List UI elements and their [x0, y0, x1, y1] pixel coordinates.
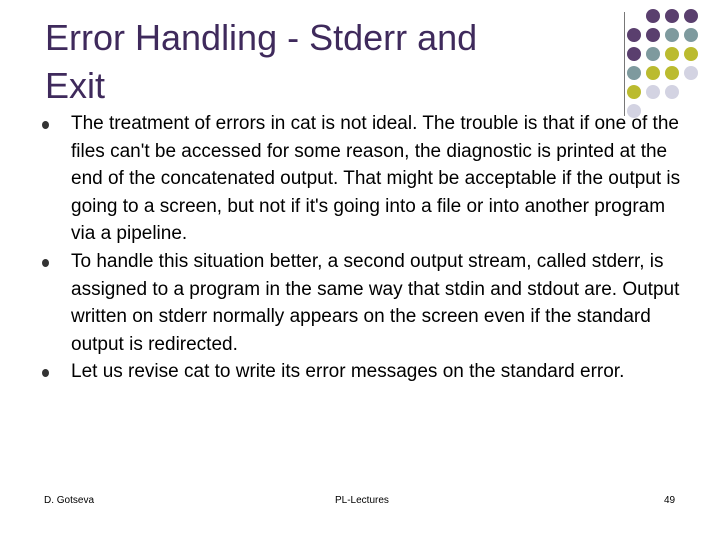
- decorative-dot: [665, 47, 679, 61]
- decorative-dot: [646, 47, 660, 61]
- bullet-marker: [42, 121, 49, 129]
- decorative-dot: [627, 66, 641, 80]
- decorative-dot: [665, 9, 679, 23]
- decorative-dot: [646, 85, 660, 99]
- decorative-dot: [627, 47, 641, 61]
- decorative-dot: [684, 47, 698, 61]
- footer-author: D. Gotseva: [44, 495, 95, 506]
- bullet-item: [40, 248, 690, 358]
- decorative-dot: [646, 66, 660, 80]
- decorative-dot-grid: [626, 6, 720, 120]
- decorative-dot: [627, 28, 641, 42]
- title-divider: [624, 12, 625, 116]
- footer-course: PL-Lectures: [335, 495, 389, 506]
- bullet-item: [40, 110, 690, 248]
- bullet-text: The treatment of errors in cat is not ideal. The trouble is that if one of the files can't be accessed for some reason, the diagnostic is printed at the end of the concatenated output. That might be acceptable if the output is going to a screen, but not if it's going into a file or into another program via a pipeline.: [71, 113, 681, 245]
- footer-page-number: 49: [664, 495, 676, 506]
- bullet-marker: [42, 369, 49, 377]
- title-line-1: Error Handling - Stderr and: [45, 17, 478, 58]
- decorative-dot: [684, 9, 698, 23]
- bullet-marker: [42, 259, 49, 267]
- decorative-dot: [684, 28, 698, 42]
- decorative-dot: [646, 28, 660, 42]
- decorative-dot: [665, 28, 679, 42]
- decorative-dot: [684, 66, 698, 80]
- bullet-item: [40, 358, 690, 386]
- bullet-list: [40, 110, 690, 386]
- slide-title: [45, 14, 605, 110]
- bullet-text: To handle this situation better, a second output stream, called stderr, is assigned to a program in the same way that stdin and stdout are. Output written on stderr normally appears on the screen even if the standard output is redirected.: [71, 250, 680, 355]
- decorative-dot: [665, 85, 679, 99]
- decorative-dot: [665, 66, 679, 80]
- decorative-dot: [627, 85, 641, 99]
- decorative-dot: [646, 9, 660, 23]
- bullet-text: Let us revise cat to write its error messages on the standard error.: [71, 361, 625, 383]
- title-line-2: Exit: [45, 65, 106, 106]
